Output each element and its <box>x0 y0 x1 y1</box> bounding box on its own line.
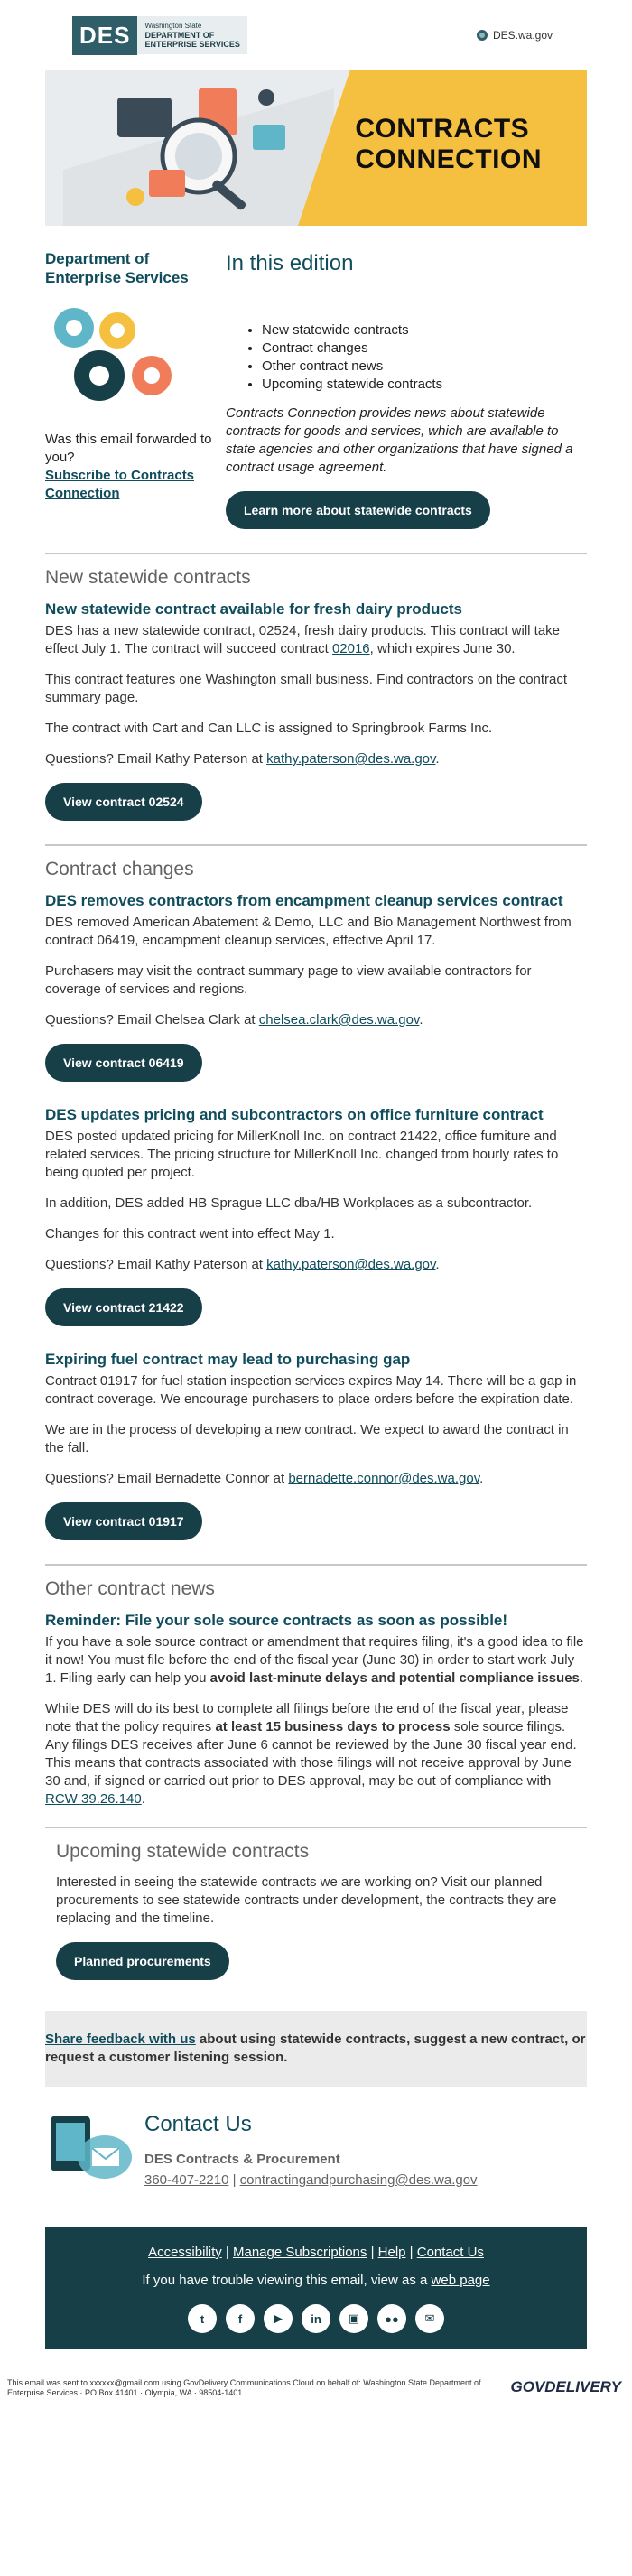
bottom-disclaimer <box>0 2349 632 2398</box>
logo-text <box>137 16 246 54</box>
help-link[interactable]: Help <box>377 2245 406 2260</box>
text: Questions? Email Chelsea Clark at <box>45 1012 259 1028</box>
article-paragraph: Contract 01917 for fuel station inspection services expires May 14. There will be a gap in contract coverage. We encourage purchasers to place orders before the expiration date. <box>45 1373 577 1407</box>
article-title: New statewide contract available for fresh dairy products <box>45 600 462 618</box>
des-logo[interactable] <box>72 16 247 55</box>
sep: | <box>221 2245 233 2260</box>
edition-intro: Contracts Connection provides news about statewide contracts for goods and services, which are available to state agencies and other organizations that have signed a contract usage agreement. <box>226 405 573 475</box>
hero-title-line1: CONTRACTS <box>355 114 530 144</box>
spacer <box>45 1082 587 1105</box>
button-row <box>45 1502 587 1540</box>
email-link[interactable]: contractingandpurchasing@des.wa.gov <box>239 2172 478 2188</box>
article-paragraph: We are in the process of developing a new contract. We expect to award the contract in the fall. <box>45 1422 569 1455</box>
view-contract-button[interactable]: View contract 06419 <box>45 1044 202 1082</box>
divider <box>45 1564 587 1566</box>
article-title: DES updates pricing and subcontractors on office furniture contract <box>45 1106 544 1123</box>
planned-procurements-button[interactable]: Planned procurements <box>56 1942 229 1980</box>
email-container <box>45 0 587 2349</box>
hero-title-line2: CONNECTION <box>355 144 542 174</box>
logo-abbr: DES <box>72 16 137 55</box>
new-contracts-section <box>45 567 587 821</box>
logo-line1: Washington State <box>144 22 202 30</box>
spacer <box>45 1326 587 1350</box>
email-link[interactable]: kathy.paterson@des.wa.gov <box>266 751 436 767</box>
footer-links <box>45 2244 587 2262</box>
article-paragraph <box>45 622 587 658</box>
logo-line2: DEPARTMENT OF <box>144 31 215 40</box>
edition-list-item: • New statewide contracts <box>262 321 587 339</box>
questions-line <box>45 1011 587 1029</box>
questions-line <box>45 750 587 768</box>
forwarded-text: Was this email forwarded to you? <box>45 432 212 465</box>
accessibility-link[interactable]: Accessibility <box>148 2245 222 2260</box>
article-paragraph <box>45 1633 587 1688</box>
edition-list-item: • Other contract news <box>262 358 587 376</box>
feedback-text: about using statewide contracts, suggest a new contract, or request a customer listening session. <box>45 2032 586 2065</box>
text: , which expires June 30. <box>369 641 516 656</box>
email-link[interactable]: chelsea.clark@des.wa.gov <box>258 1012 420 1028</box>
questions-line <box>45 1470 587 1488</box>
sep: | <box>405 2245 417 2260</box>
hero-title <box>355 114 542 175</box>
youtube-icon[interactable]: ▶ <box>264 2304 293 2333</box>
manage-subscriptions-link[interactable]: Manage Subscriptions <box>232 2245 367 2260</box>
edition-title: In this edition <box>226 251 354 275</box>
learn-more-button[interactable]: Learn more about statewide contracts <box>226 491 490 529</box>
bold-text: avoid last-minute delays and potential compliance issues <box>209 1670 580 1686</box>
section-title: Upcoming statewide contracts <box>56 1841 310 1862</box>
govdelivery-logo[interactable]: GOVDELIVERY <box>510 2378 621 2395</box>
text: Questions? Email Kathy Paterson at <box>45 751 267 767</box>
twitter-icon[interactable]: t <box>188 2304 217 2333</box>
text: . <box>141 1791 145 1807</box>
text: While DES will do its best to complete all filings before the end of the fiscal year, please note that the policy requires <box>45 1701 569 1734</box>
logo-line3: ENTERPRISE SERVICES <box>144 40 240 49</box>
text: If you have trouble viewing this email, view as a <box>142 2273 432 2288</box>
contract-02016-link[interactable]: 02016 <box>331 641 370 656</box>
article-title: Expiring fuel contract may lead to purchasing gap <box>45 1351 411 1368</box>
contact-title: Contact Us <box>144 2112 252 2136</box>
text: . <box>435 1257 440 1272</box>
hero-banner <box>45 70 587 226</box>
view-contract-button[interactable]: View contract 02524 <box>45 783 202 821</box>
spacer <box>45 1980 587 2011</box>
section-title: Contract changes <box>45 859 194 879</box>
text: sole source filings. Any filings DES receives after June 6 cannot be reviewed by the June 30 fiscal year end. This means that contracts associated with those filings will not receive approval by June 30 and, if signed or carried out prior to DES approval, may be out of compliance with <box>45 1719 577 1789</box>
article-paragraph: Purchasers may visit the contract summary page to view available contractors for coverage of services and regions. <box>45 963 532 997</box>
section-title: Other contract news <box>45 1578 215 1599</box>
button-row <box>45 1044 587 1082</box>
dept-title: Department of Enterprise Services <box>45 250 189 286</box>
divider <box>45 553 587 554</box>
article-paragraph: DES removed American Abatement & Demo, LLC and Bio Management Northwest from contract 06419, encampment cleanup services, effective April 17. <box>45 915 572 948</box>
globe-icon <box>477 30 488 41</box>
des-site-link[interactable] <box>477 29 553 42</box>
bold-text: at least 15 business days to process <box>215 1719 451 1734</box>
text: Questions? Email Bernadette Connor at <box>45 1471 289 1486</box>
edition-left-column <box>45 249 226 529</box>
facebook-icon[interactable]: f <box>226 2304 255 2333</box>
linkedin-icon[interactable]: in <box>302 2304 330 2333</box>
section-title: New statewide contracts <box>45 567 251 588</box>
contact-us-link[interactable]: Contact Us <box>416 2245 484 2260</box>
upcoming-section <box>45 1841 587 1980</box>
web-page-link[interactable]: web page <box>431 2273 490 2288</box>
button-row <box>56 1942 576 1980</box>
article-paragraph <box>45 1700 587 1809</box>
contact-text <box>144 2112 478 2193</box>
divider <box>45 844 587 846</box>
edition-list-item: • Upcoming statewide contracts <box>262 376 587 394</box>
phone-link[interactable]: 360-407-2210 <box>144 2172 229 2188</box>
forwarded-note <box>45 431 226 503</box>
article-paragraph: This contract features one Washington small business. Find contractors on the contract summary page. <box>45 672 568 705</box>
text: . <box>419 1012 423 1028</box>
button-row <box>45 1288 587 1326</box>
share-feedback-link[interactable]: Share feedback with us <box>45 2032 196 2047</box>
edition-right-column <box>226 249 587 529</box>
other-news-section <box>45 1578 587 1809</box>
contact-block <box>45 2087 587 2193</box>
contact-org: DES Contracts & Procurement <box>144 2152 340 2167</box>
contact-links <box>144 2172 478 2188</box>
rcw-link[interactable]: RCW 39.26.140 <box>45 1791 142 1807</box>
view-contract-button[interactable]: View contract 01917 <box>45 1502 202 1540</box>
email-link[interactable]: kathy.paterson@des.wa.gov <box>266 1257 436 1272</box>
text: . <box>479 1471 484 1486</box>
feedback-box <box>45 2011 587 2087</box>
flickr-icon[interactable]: ●● <box>377 2304 406 2333</box>
text: If you have a sole source contract or amendment that requires filing, it's a good idea to file it now! You must file before the end of the fiscal year (June 30) in order to start work July 1. Filing early can help you <box>45 1634 584 1686</box>
divider-text: | <box>228 2172 240 2188</box>
disclaimer-text: This email was sent to xxxxxx@gmail.com using GovDelivery Communications Cloud on behalf of: Washington State Department of Enterprise Services · PO Box 41401 · Olympia, WA · 98504-1401 <box>7 2378 481 2397</box>
article-paragraph: In addition, DES added HB Sprague LLC dba/HB Workplaces as a subcontractor. <box>45 1195 533 1211</box>
contact-chat-icon <box>45 2112 144 2193</box>
site-link-label: DES.wa.gov <box>492 29 553 42</box>
divider <box>45 1827 587 1828</box>
social-icons <box>45 2304 587 2333</box>
desk-illustration <box>63 70 334 226</box>
text: Questions? Email Kathy Paterson at <box>45 1257 267 1272</box>
text: . <box>579 1670 584 1686</box>
footer <box>45 2227 587 2349</box>
instagram-icon[interactable]: ▣ <box>339 2304 368 2333</box>
edition-block <box>45 226 587 529</box>
edition-list-item: • Contract changes <box>262 339 587 358</box>
article-paragraph: The contract with Cart and Can LLC is assigned to Springbrook Farms Inc. <box>45 721 493 736</box>
article-paragraph: Changes for this contract went into effect May 1. <box>45 1226 335 1242</box>
sep: | <box>367 2245 378 2260</box>
email-link[interactable]: bernadette.connor@des.wa.gov <box>288 1471 480 1486</box>
text: DES has a new statewide contract, 02524, fresh dairy products. This contract will take effect July 1. The contract will succeed contract <box>45 623 560 656</box>
view-contract-button[interactable]: View contract 21422 <box>45 1288 202 1326</box>
article-title: Reminder: File your sole source contracts as soon as possible! <box>45 1612 508 1629</box>
gears-icon <box>45 296 181 414</box>
button-row <box>45 783 587 821</box>
edition-list <box>262 321 587 394</box>
article-paragraph: DES posted updated pricing for MillerKnoll Inc. on contract 21422, office furniture and related services. The pricing structure for MillerKnoll Inc. changed from hourly rates to being quoted per project. <box>45 1129 559 1180</box>
contract-changes-section <box>45 859 587 1540</box>
email-icon[interactable]: ✉ <box>415 2304 444 2333</box>
questions-line <box>45 1256 587 1274</box>
header-bar <box>45 0 587 70</box>
footer-message <box>45 2273 587 2288</box>
article-title: DES removes contractors from encampment cleanup services contract <box>45 892 563 909</box>
text: . <box>435 751 440 767</box>
subscribe-link[interactable]: Subscribe to Contracts Connection <box>45 468 195 501</box>
article-paragraph: Interested in seeing the statewide contracts we are working on? Visit our planned procurements to see statewide contracts under development, the contracts they are replacing and the timeline. <box>56 1874 557 1926</box>
